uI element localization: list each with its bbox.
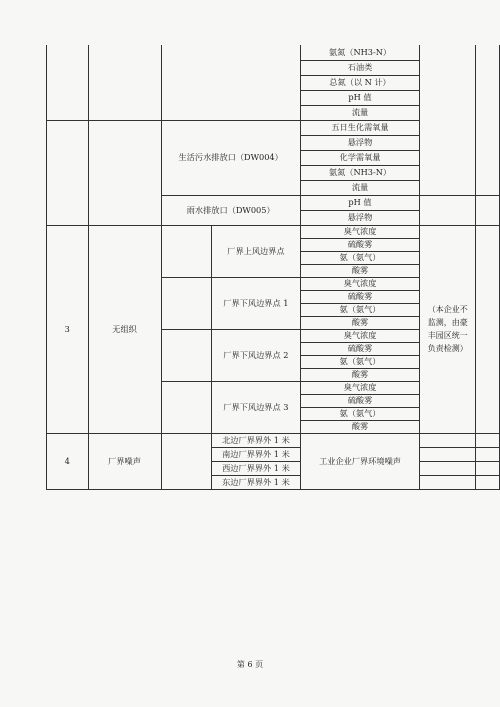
blank-cell	[476, 225, 500, 433]
no-cell	[47, 120, 89, 225]
item-cell: 五日生化需氧量	[300, 120, 419, 135]
blank-cell	[476, 461, 500, 475]
item-cell: 硫酸雾	[300, 290, 419, 303]
item-cell: 流量	[300, 180, 419, 195]
point-cell	[161, 45, 300, 120]
type-cell	[88, 45, 161, 120]
monitoring-point: 南边厂界界外 1 米	[212, 447, 301, 461]
blank-cell	[161, 277, 212, 329]
item-cell: 流量	[300, 105, 419, 120]
item-cell: 酸雾	[300, 368, 419, 381]
blank-cell	[161, 433, 212, 489]
item-cell: 氨氮（NH3-N）	[300, 165, 419, 180]
item-cell: 臭气浓度	[300, 225, 419, 238]
monitoring-point: 北边厂界界外 1 米	[212, 433, 301, 447]
item-cell: 悬浮物	[300, 135, 419, 150]
item-cell: 氨（氨气）	[300, 303, 419, 316]
item-cell: 臭气浓度	[300, 277, 419, 290]
discharge-point-dw005: 雨水排放口（DW005）	[161, 195, 300, 225]
item-cell: 氨（氨气）	[300, 355, 419, 368]
item-cell: 悬浮物	[300, 210, 419, 225]
item-cell: 酸雾	[300, 420, 419, 433]
monitoring-point: 厂界下风边界点 3	[212, 381, 301, 433]
item-cell: 工业企业厂界环境噪声	[300, 433, 419, 489]
blank-cell	[161, 329, 212, 381]
item-cell: 石油类	[300, 60, 419, 75]
monitoring-point: 厂界下风边界点 2	[212, 329, 301, 381]
monitoring-type: 无组织	[88, 225, 161, 433]
blank-cell	[476, 195, 500, 225]
item-cell: 化学需氧量	[300, 150, 419, 165]
item-cell: 臭气浓度	[300, 381, 419, 394]
item-cell: 硫酸雾	[300, 238, 419, 251]
item-cell: 总氮（以 N 计）	[300, 75, 419, 90]
monitoring-type: 厂界噪声	[88, 433, 161, 489]
blank-cell	[420, 433, 476, 447]
item-cell: pH 值	[300, 195, 419, 210]
monitoring-point: 厂界下风边界点 1	[212, 277, 301, 329]
type-cell	[88, 120, 161, 225]
blank-cell	[161, 381, 212, 433]
blank-cell	[476, 45, 500, 195]
item-cell: 氨氮（NH3-N）	[300, 45, 419, 60]
item-cell: 硫酸雾	[300, 342, 419, 355]
blank-cell	[476, 447, 500, 461]
blank-cell	[476, 475, 500, 489]
remark-cell: （本企业不监测，由豪丰园区统一负责检测）	[420, 225, 476, 433]
note-cell	[420, 195, 476, 225]
item-cell: pH 值	[300, 90, 419, 105]
note-cell	[420, 45, 476, 195]
monitoring-point: 西边厂界界外 1 米	[212, 461, 301, 475]
row-number: 4	[47, 433, 89, 489]
item-cell: 硫酸雾	[300, 394, 419, 407]
discharge-point-dw004: 生活污水排放口（DW004）	[161, 120, 300, 195]
blank-cell	[476, 433, 500, 447]
item-cell: 酸雾	[300, 316, 419, 329]
item-cell: 氨（氨气）	[300, 251, 419, 264]
monitoring-point: 东边厂界界外 1 米	[212, 475, 301, 489]
item-cell: 臭气浓度	[300, 329, 419, 342]
item-cell: 氨（氨气）	[300, 407, 419, 420]
blank-cell	[420, 461, 476, 475]
page-number: 第 6 页	[236, 660, 264, 669]
blank-cell	[161, 225, 212, 277]
no-cell	[47, 45, 89, 120]
item-cell: 酸雾	[300, 264, 419, 277]
monitoring-table	[46, 45, 500, 490]
row-number: 3	[47, 225, 89, 433]
blank-cell	[420, 475, 476, 489]
monitoring-point: 厂界上风边界点	[212, 225, 301, 277]
blank-cell	[420, 447, 476, 461]
